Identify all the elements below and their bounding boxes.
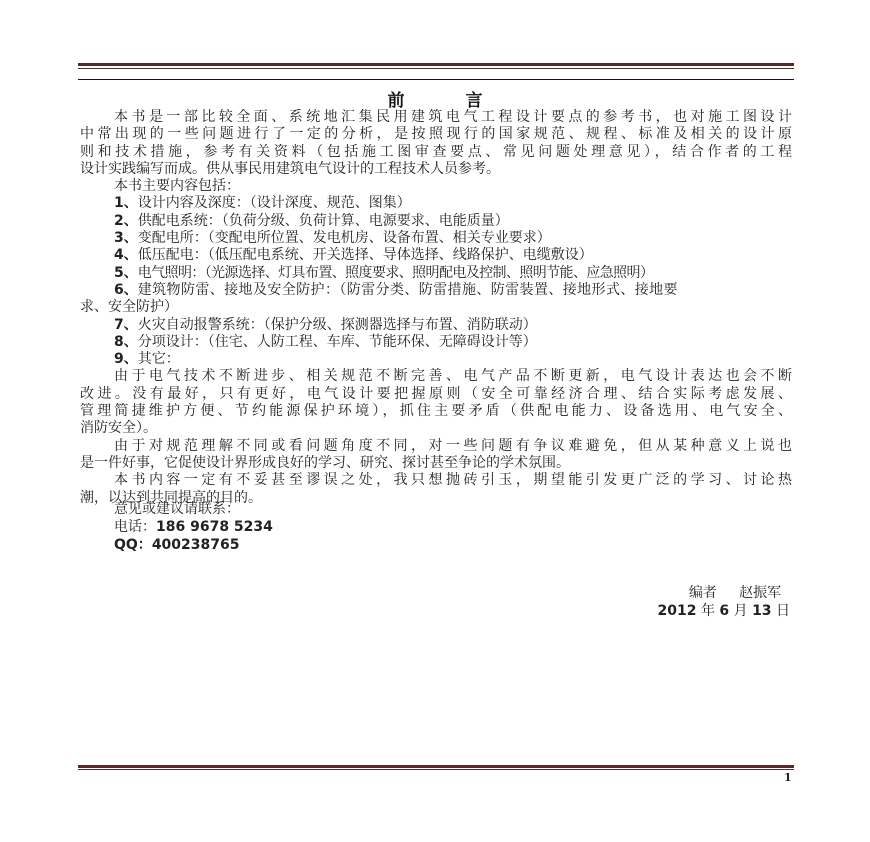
list-item [80,317,792,334]
text-line: 是一件好事，它促使设计界形成良好的学习、研究、探讨甚至争论的学术氛围。 [80,454,570,471]
list-number: 7、 [114,316,138,333]
list-text: 设计内容及深度：（设计深度、规范、图集） [137,195,411,212]
list-item [80,195,792,212]
text-line: 求、安全防护） [80,299,178,316]
list-item [80,213,792,230]
text-line: 设计实践编写而成。供从事民用建筑电气设计的工程技术人员参考。 [80,160,500,177]
header-rule-black [78,79,794,80]
page-title: 前 言 [387,91,505,111]
signature-date [658,602,790,620]
list-text: 其它： [137,351,180,368]
text-line: 由于对规范理解不同或看问题角度不同，对一些问题有争议难避免，但从某种意义上说也 [114,437,792,454]
text-line: 改进。没有最好，只有更好，电气设计要把握原则（安全可靠经济合理、结合实际考虑发展、 [80,385,792,402]
text-line: 管理简捷维护方便、节约能源保护环境），抓住主要矛盾（供配电能力、设备选用、电气安全、 [80,403,792,420]
list-item [80,282,792,299]
phone-label: 电话： [114,519,156,535]
qq-value: 400238765 [151,537,240,553]
date-month: 6 [719,603,730,619]
date-year: 2012 [657,603,697,619]
contact-qq [114,536,273,554]
text-line: 本书主要内容包括： [114,178,240,195]
list-item [80,230,792,247]
text-line: 本书是一部比较全面、系统地汇集民用建筑电气工程设计要点的参考书，也对施工图设计 [114,109,792,125]
list-item [80,247,792,264]
date-day: 13 [752,603,772,619]
text-line: 则和技术措施，参考有关资料（包括施工图审查要点、常见问题处理意见），结合作者的工程 [80,143,792,160]
text-line: 中常出现的一些问题进行了一定的分析，是按照现行的国家规范、规程、标准及相关的设计原 [80,126,792,143]
text-line: 潮，以达到共同提高的目的。 [80,489,262,506]
preface-body [80,109,792,507]
list-text: 火灾自动报警系统：（保护分级、探测器选择与布置、消防联动） [137,316,537,333]
contact-info [114,500,273,554]
list-number: 8、 [114,333,138,350]
list-number: 9、 [114,351,138,368]
list-number: 1、 [114,195,138,212]
footer-rule-thick [78,765,794,768]
date-day-unit: 日 [776,603,790,619]
author-role: 编者 [688,585,717,601]
list-text: 变配电所：（变配电所位置、发电机房、设备布置、相关专业要求） [137,230,551,247]
header-rule-thick [78,63,794,66]
contact-phone [114,518,273,536]
date-year-unit: 年 [700,603,715,619]
qq-label: QQ： [114,537,152,553]
page-number: 1 [784,771,792,784]
footer-rule-thin [78,769,794,770]
list-text: 分项设计：（住宅、人防工程、车库、节能环保、无障碍设计等） [137,333,537,350]
list-item [80,351,792,368]
text-line: 消防安全）。 [80,420,157,437]
list-number: 3、 [114,230,138,247]
list-number: 4、 [114,247,138,264]
signature [658,584,790,620]
date-month-unit: 月 [733,603,748,619]
list-text: 低压配电：（低压配电系统、开关选择、导体选择、线路保护、电缆敷设） [137,247,593,264]
list-text: 建筑物防雷、接地及安全防护：（防雷分类、防雷措施、防雷装置、接地形式、接地要 [137,281,678,298]
text-line: 由于电气技术不断进步、相关规范不断完善、电气产品不断更新，电气设计表达也会不断 [114,368,792,385]
list-text: 电气照明：（光源选择、灯具布置、照度要求、照明配电及控制、照明节能、应急照明） [137,264,654,281]
list-text: 供配电系统：（负荷分级、负荷计算、电源要求、电能质量） [137,212,509,229]
list-number: 5、 [114,264,138,281]
phone-value: 186 9678 5234 [156,519,273,535]
list-item [80,334,792,351]
list-item [80,265,792,282]
text-line: 本书内容一定有不妥甚至谬误之处，我只想抛砖引玉，期望能引发更广泛的学习、讨论热 [114,472,792,489]
list-number: 2、 [114,212,138,229]
header-rule-thin [78,68,794,69]
contact-heading: 意见或建议请联系： [114,501,240,517]
list-number: 6、 [114,281,138,298]
author-name: 赵振军 [739,585,782,601]
